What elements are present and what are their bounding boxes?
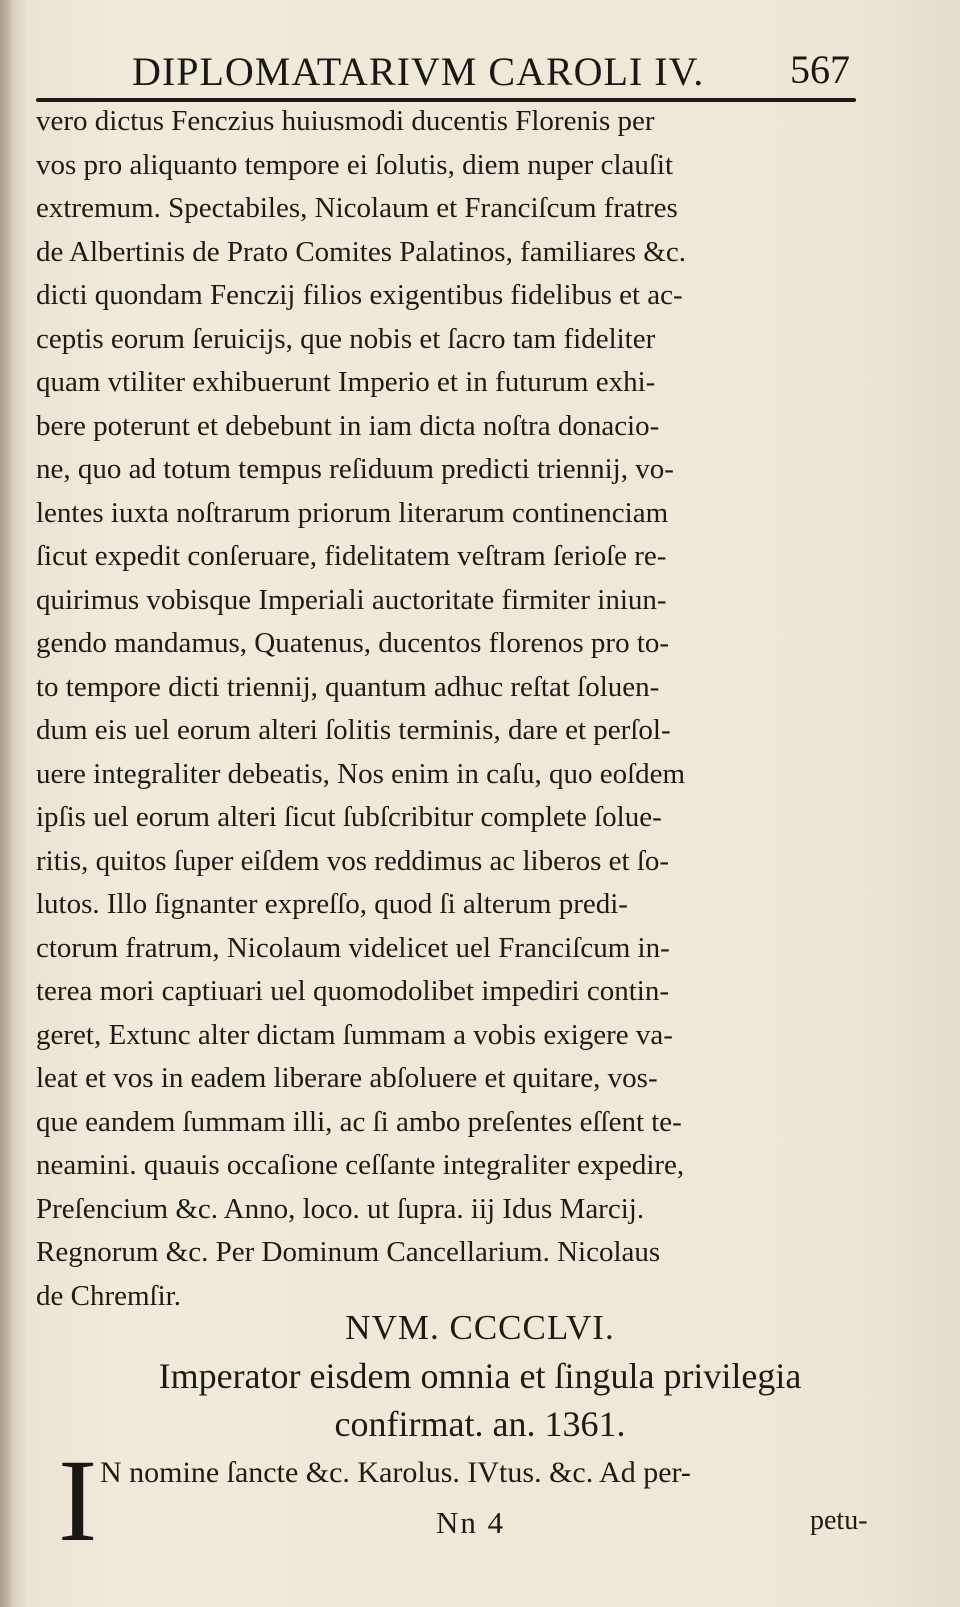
body-line: neamini. quauis occaſione ceſſante integraliter expedire,	[36, 1149, 685, 1181]
body-line: terea mori captiuari uel quomodolibet impediri contin-	[36, 975, 669, 1007]
running-head-title: DIPLOMATARIVM CAROLI IV.	[132, 49, 705, 94]
body-line: vero dictus Fenczius huiusmodi ducentis Florenis per	[36, 105, 655, 137]
body-line: de Albertinis de Prato Comites Palatinos, familiares &c.	[36, 235, 686, 268]
body-line: ne, quo ad totum tempus reſiduum predicti triennij, vo-	[36, 453, 674, 485]
body-line: de Chremſir.	[36, 1279, 181, 1312]
body-line: dicti quondam Fenczij filios exigentibus fidelibus et ac-	[36, 279, 683, 311]
body-line: ritis, quitos ſuper eiſdem vos reddimus ac liberos et ſo-	[36, 844, 670, 877]
body-line: extremum. Spectabiles, Nicolaum et Franciſcum fratres	[36, 192, 678, 224]
body-text	[36, 100, 868, 1318]
running-head	[120, 40, 860, 96]
body-line: ceptis eorum ſeruicijs, que nobis et ſacro tam fideliter	[36, 322, 656, 355]
body-line: Preſencium &c. Anno, loco. ut ſupra. iij Idus Marcij.	[36, 1192, 645, 1225]
body-line: vos pro aliquanto tempore ei ſolutis, diem nuper clauſit	[36, 148, 674, 181]
opening-line: N nomine ſancte &c. Karolus. IVtus. &c. Ad per-	[100, 1456, 691, 1489]
drop-cap: I	[58, 1435, 98, 1566]
body-line: ctorum fratrum, Nicolaum videlicet uel Franciſcum in-	[36, 931, 670, 964]
body-line: dum eis uel eorum alteri ſolitis terminis, dare et perſol-	[36, 714, 671, 746]
page-number: 567	[790, 47, 850, 92]
body-line: que eandem ſummam illi, ac ſi ambo preſentes eſſent te-	[36, 1105, 682, 1138]
signature-mark: Nn 4	[436, 1505, 506, 1540]
document-number: NVM. CCCCLVI.	[345, 1308, 615, 1347]
body-line: bere poterunt et debebunt in iam dicta noſtra donacio-	[36, 409, 660, 442]
body-line: ipſis uel eorum alteri ſicut ſubſcribitur complete ſolue-	[36, 801, 662, 833]
body-line: lentes iuxta noſtrarum priorum literarum continenciam	[36, 496, 669, 529]
body-line: leat et vos in eadem liberare abſoluere et quitare, vos-	[36, 1062, 658, 1094]
body-line: uere integraliter debeatis, Nos enim in caſu, quo eoſdem	[36, 757, 686, 790]
body-line: to tempore dicti triennij, quantum adhuc reſtat ſoluen-	[36, 670, 660, 703]
body-line: gendo mandamus, Quatenus, ducentos florenos pro to-	[36, 627, 670, 659]
catchword: petu-	[810, 1505, 868, 1536]
body-line: geret, Extunc alter dictam ſummam a vobis exigere va-	[36, 1018, 673, 1051]
document-heading-line-1: Imperator eisdem omnia et ſingula privilegia	[158, 1356, 802, 1396]
document-heading-line-2: confirmat. an. 1361.	[334, 1404, 626, 1444]
body-line: lutos. Illo ſignanter expreſſo, quod ſi alterum predi-	[36, 888, 628, 920]
body-line: Regnorum &c. Per Dominum Cancellarium. Nicolaus	[36, 1236, 661, 1268]
body-line: quirimus vobisque Imperiali auctoritate firmiter iniun-	[36, 583, 667, 616]
body-line: ſicut expedit conſeruare, fidelitatem veſtram ſerioſe re-	[36, 540, 667, 572]
body-line: quam vtiliter exhibuerunt Imperio et in futurum exhi-	[36, 366, 656, 398]
